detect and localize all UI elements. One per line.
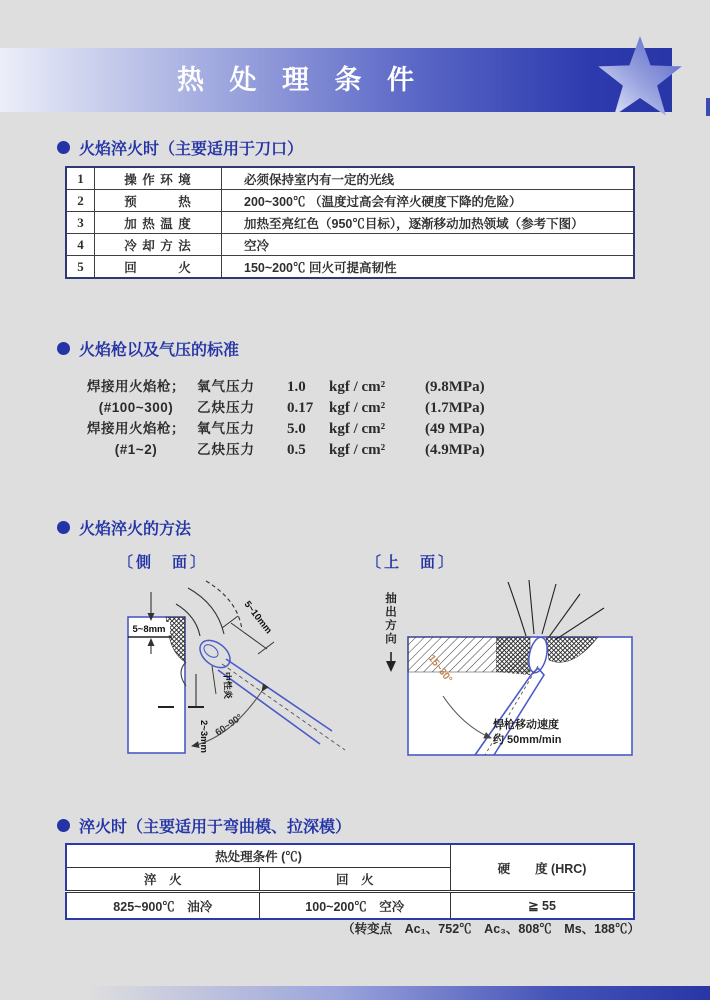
- torch-speed-label-1: 焊枪移动速度: [493, 719, 559, 731]
- page-title: 热 处 理 条 件: [176, 65, 423, 95]
- row-number: 2: [66, 190, 95, 212]
- table-row: [66, 212, 634, 234]
- gas-label: 氧气压力: [197, 379, 255, 394]
- pressure-unit: kgf / cm²: [329, 379, 386, 395]
- pressure-unit: kgf / cm²: [329, 442, 386, 458]
- table-row: [66, 234, 634, 256]
- dim-gap-label: 2~3mm: [198, 720, 209, 754]
- pressure-value: 0.17: [287, 400, 314, 416]
- pressure-mpa: (49 MPa): [425, 421, 485, 437]
- bullet-icon: [57, 141, 70, 154]
- footer-gradient-bar: [88, 986, 710, 1000]
- row-label: 加 热 温 度: [95, 212, 222, 234]
- pressure-row: [75, 375, 495, 396]
- angle-label: 60~90°: [213, 711, 245, 739]
- hardness-value: ≧ 55: [451, 892, 634, 920]
- bullet-icon: [57, 521, 70, 534]
- table-row: [66, 256, 634, 279]
- row-label: 回 火: [95, 256, 222, 279]
- pressure-value: 1.0: [287, 379, 306, 395]
- angle-label: 15~30°: [425, 653, 455, 686]
- pressure-unit: kgf / cm²: [329, 400, 386, 416]
- quench-value: 825~900℃ 油冷: [66, 892, 259, 920]
- row-number: 4: [66, 234, 95, 256]
- pull-direction-label: 抽出方向: [384, 592, 396, 646]
- side-view-caption: 〔側 面〕: [118, 554, 209, 571]
- table-row: [66, 844, 634, 868]
- top-view-caption: 〔上 面〕: [366, 554, 457, 571]
- row-label: 冷 却 方 法: [95, 234, 222, 256]
- torch-name: (#100~300): [98, 400, 174, 415]
- pressure-row: [75, 438, 495, 459]
- row-number: 1: [66, 167, 95, 190]
- temper-value: 100~200℃ 空冷: [259, 892, 450, 920]
- row-label: 预 热: [95, 190, 222, 212]
- table-row: [66, 892, 634, 920]
- row-desc: 必须保持室内有一定的光线: [222, 167, 635, 190]
- row-desc: 空冷: [222, 234, 635, 256]
- section-title-text: 淬火时（主要适用于弯曲模、拉深模）: [79, 819, 352, 836]
- section-title-flame-quench: [57, 136, 303, 159]
- bullet-icon: [57, 819, 70, 832]
- flame-quench-table: [65, 166, 635, 279]
- flame-type-label: 中性炎: [222, 671, 233, 700]
- row-number: 5: [66, 256, 95, 279]
- flame-core: [195, 635, 235, 673]
- temper-col-header: 回 火: [259, 868, 450, 892]
- row-desc: 200~300℃ （温度过高会有淬火硬度下降的危险）: [222, 190, 635, 212]
- pressure-value: 0.5: [287, 442, 306, 458]
- condition-header: 热处理条件 (℃): [66, 844, 451, 868]
- row-desc: 150~200℃ 回火可提高韧性: [222, 256, 635, 279]
- pressure-value: 5.0: [287, 421, 306, 437]
- torch-speed-label-2: 约 50mm/min: [493, 734, 562, 746]
- top-view-diagram: [358, 576, 658, 786]
- star-icon: [596, 36, 684, 124]
- gas-label: 氧气压力: [197, 421, 255, 436]
- row-label: 操 作 环 境: [95, 167, 222, 190]
- row-desc: 加热至亮红色（950℃目标），逐渐移动加热领域（参考下图）: [222, 212, 635, 234]
- page-edge-accent: [706, 98, 710, 116]
- torch-name: 焊接用火焰枪；: [87, 379, 185, 394]
- header-banner: [0, 48, 672, 112]
- quench-table: [65, 843, 635, 920]
- section-title-method: [57, 516, 191, 539]
- section-title-text: 火焰枪以及气压的标准: [79, 342, 240, 359]
- quench-col-header: 淬 火: [66, 868, 259, 892]
- torch-name: 焊接用火焰枪；: [87, 421, 185, 436]
- section-title-gas-pressure: [57, 337, 239, 360]
- section-title-text: 火焰淬火时（主要适用于刀口）: [79, 141, 304, 158]
- dim-top-label: 5~8mm: [132, 624, 166, 635]
- bullet-icon: [57, 342, 70, 355]
- pressure-mpa: (4.9MPa): [425, 442, 485, 458]
- section-title-quench: [57, 814, 351, 837]
- pressure-mpa: (9.8MPa): [425, 379, 485, 395]
- dim-torch-label: 5~10mm: [241, 599, 274, 637]
- pressure-mpa: (1.7MPa): [425, 400, 485, 416]
- pressure-unit: kgf / cm²: [329, 421, 386, 437]
- section-title-text: 火焰淬火的方法: [79, 521, 192, 538]
- gas-label: 乙炔压力: [197, 400, 255, 415]
- pressure-spec-block: [75, 375, 495, 459]
- gas-label: 乙炔压力: [197, 442, 255, 457]
- table-row: [66, 190, 634, 212]
- row-number: 3: [66, 212, 95, 234]
- hardness-header: 硬 度 (HRC): [451, 844, 634, 892]
- side-view-diagram: [100, 576, 355, 784]
- torch-name: (#1~2): [114, 442, 158, 457]
- pressure-row: [75, 417, 495, 438]
- transformation-points-note: （转变点 Ac₁、752℃ Ac₃、808℃ Ms、188℃）: [342, 922, 640, 936]
- table-row: [66, 167, 634, 190]
- pressure-row: [75, 396, 495, 417]
